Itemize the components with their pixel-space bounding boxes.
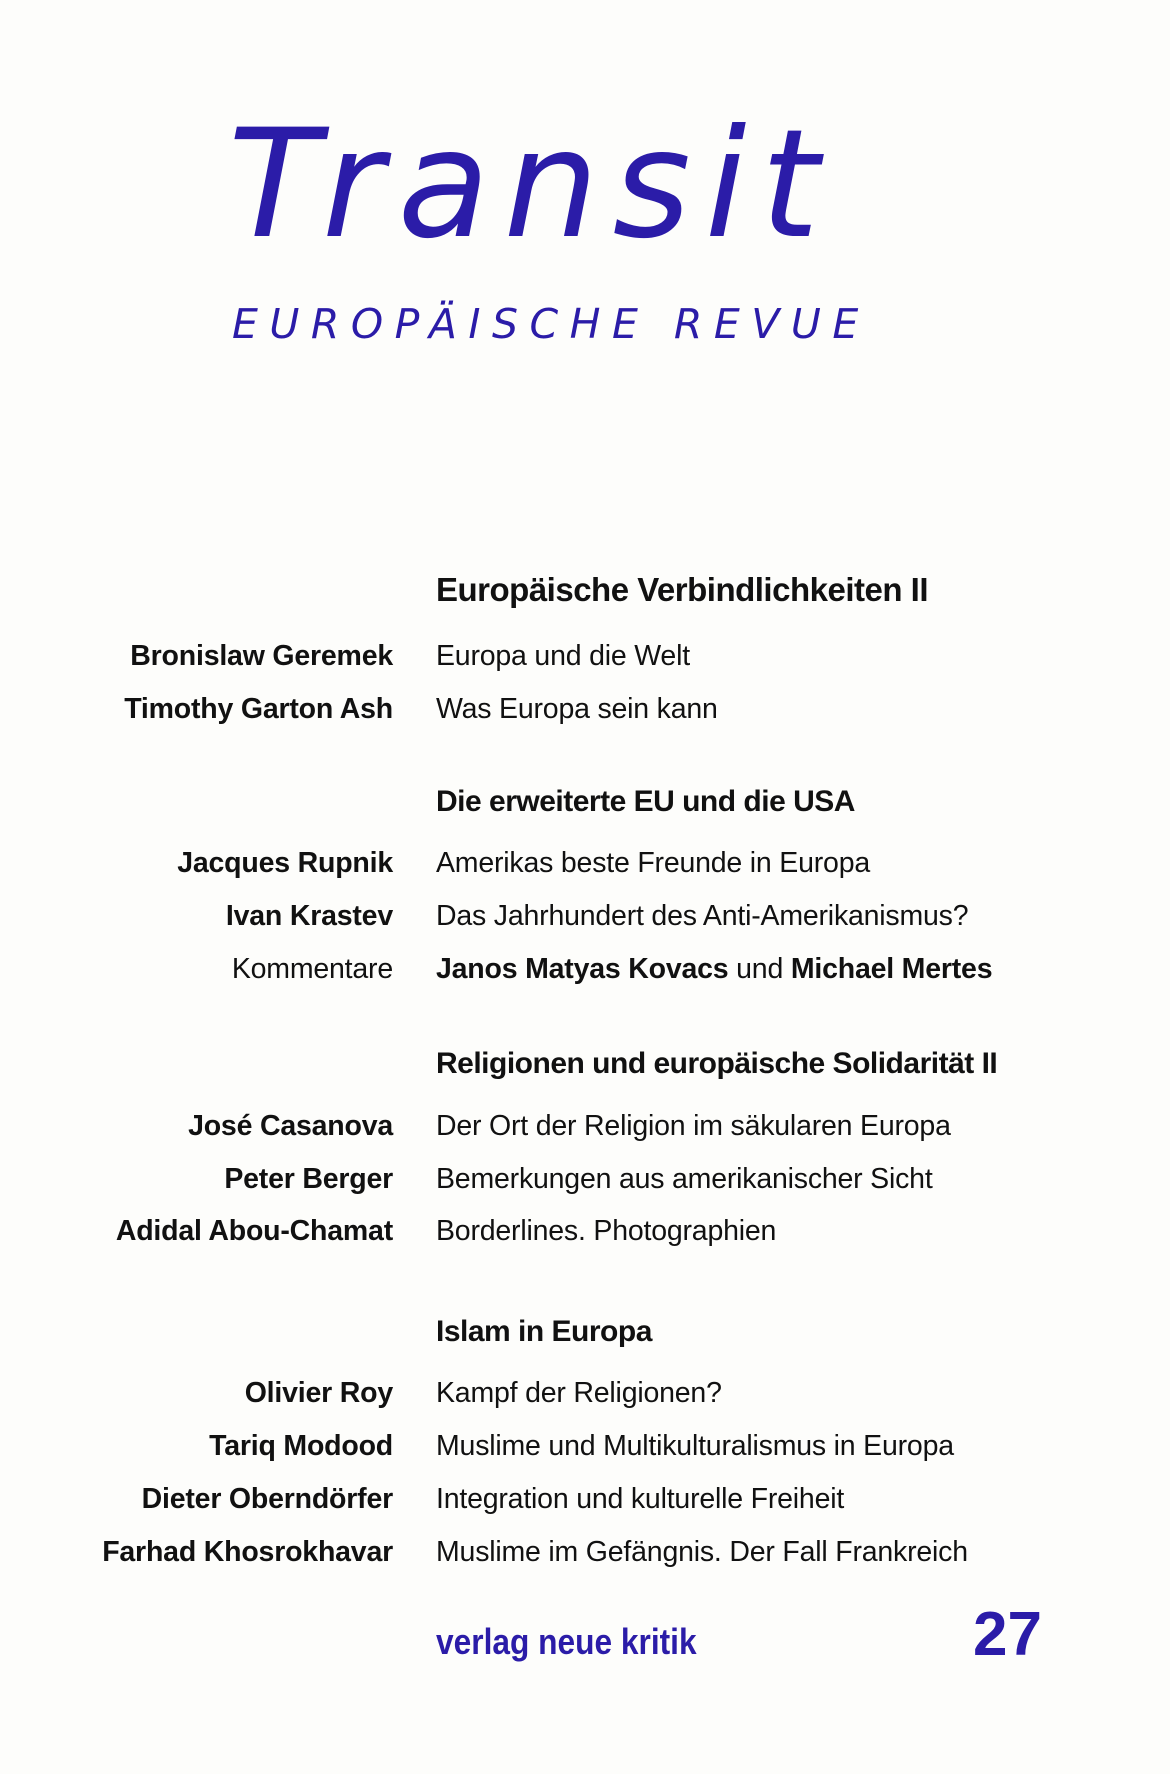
entry-title: Kampf der Religionen? <box>436 1377 722 1409</box>
entry-author: Bronislaw Geremek <box>130 640 393 672</box>
entry-author: Timothy Garton Ash <box>124 693 393 725</box>
section-heading: Europäische Verbindlichkeiten II <box>436 571 928 608</box>
toc-entry <box>0 638 1170 674</box>
section-heading: Islam in Europa <box>436 1315 652 1348</box>
publisher-name: verlag neue kritik <box>436 1621 697 1662</box>
entry-title: Was Europa sein kann <box>436 693 718 725</box>
toc-entry <box>0 1428 1170 1464</box>
entry-title: Bemerkungen aus amerikanischer Sicht <box>436 1163 933 1195</box>
entry-author: Jacques Rupnik <box>177 847 393 879</box>
entry-author: Olivier Roy <box>244 1377 393 1409</box>
issue-number: 27 <box>973 1600 1042 1669</box>
entry-author: Farhad Khosrokhavar <box>102 1536 393 1568</box>
entry-title: Muslime und Multikulturalismus in Europa <box>436 1430 954 1462</box>
toc-entry <box>0 845 1170 881</box>
entry-author: Peter Berger <box>224 1163 393 1195</box>
magazine-subtitle: EUROPÄISCHE REVUE <box>232 300 870 348</box>
toc-entry <box>0 1213 1170 1249</box>
entry-author: Ivan Krastev <box>225 900 393 932</box>
entry-title: Borderlines. Photographien <box>436 1215 777 1247</box>
entry-author: Kommentare <box>231 953 393 985</box>
toc-entry <box>0 951 1170 987</box>
entry-author: Adidal Abou-Chamat <box>115 1215 393 1247</box>
toc-entry <box>0 691 1170 727</box>
magazine-title: Transit <box>228 98 834 272</box>
entry-author: Tariq Modood <box>209 1430 393 1462</box>
toc-entry <box>0 1161 1170 1197</box>
entry-author: Dieter Oberndörfer <box>141 1483 393 1515</box>
entry-title: Muslime im Gefängnis. Der Fall Frankreich <box>436 1536 968 1568</box>
section-heading: Religionen und europäische Solidarität II <box>436 1047 998 1080</box>
entry-title: Integration und kulturelle Freiheit <box>436 1483 845 1515</box>
entry-title <box>436 951 992 987</box>
section-heading: Die erweiterte EU und die USA <box>436 785 855 818</box>
commentator-name: Michael Mertes <box>790 953 993 985</box>
toc-entry <box>0 1108 1170 1144</box>
entry-title: Der Ort der Religion im säkularen Europa <box>436 1110 951 1142</box>
toc-entry <box>0 1534 1170 1570</box>
conjunction: und <box>736 953 784 985</box>
entry-title: Europa und die Welt <box>436 640 690 672</box>
commentator-name: Janos Matyas Kovacs <box>436 953 729 985</box>
entry-title: Amerikas beste Freunde in Europa <box>436 847 871 879</box>
entry-author: José Casanova <box>188 1110 393 1142</box>
toc-entry <box>0 898 1170 934</box>
toc-entry <box>0 1481 1170 1517</box>
entry-title: Das Jahrhundert des Anti-Amerikanismus? <box>436 900 969 932</box>
toc-entry <box>0 1375 1170 1411</box>
